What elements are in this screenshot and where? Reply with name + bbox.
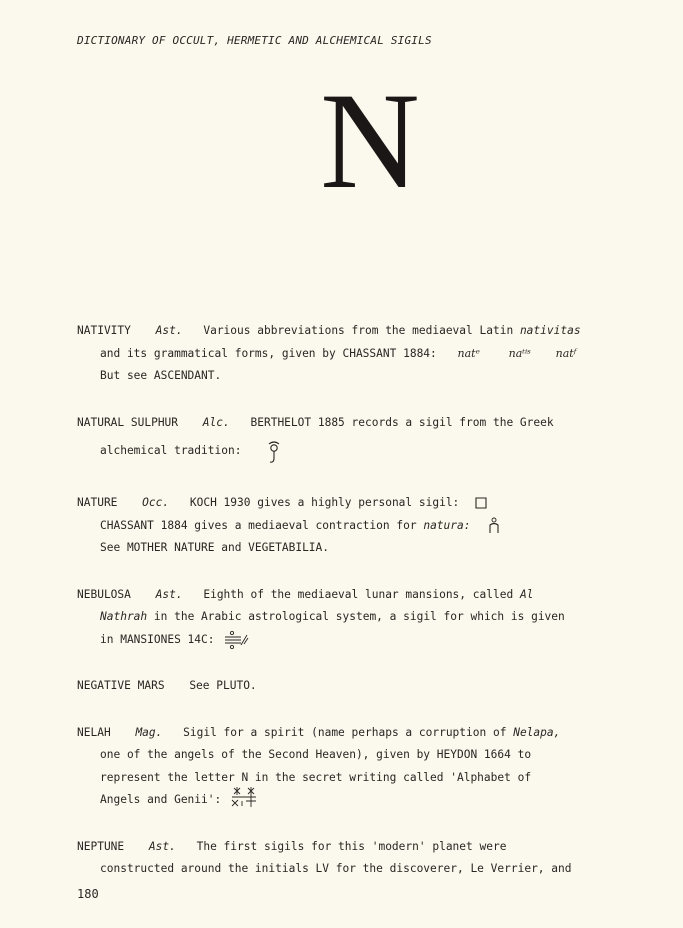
- entry-tag: Occ.: [142, 496, 170, 509]
- entry-text: Angels and Genii':: [100, 793, 222, 806]
- entry-text: But see ASCENDANT.: [100, 369, 222, 382]
- entry-head: NEBULOSA: [77, 587, 131, 601]
- entry-head: NEPTUNE: [77, 839, 125, 853]
- entries-list: [77, 320, 647, 905]
- entry-text: constructed around the initials LV for the discoverer, Le Verrier, and: [100, 862, 572, 875]
- sigil-nativity-3: natᶠ: [555, 346, 577, 360]
- entry-text: BERTHELOT 1885 records a sigil from the Greek: [250, 415, 554, 429]
- entry-text: one of the angels of the Second Heaven), given by HEYDON 1664 to: [100, 748, 532, 761]
- entry-tag: Ast.: [148, 839, 176, 853]
- entry-text: represent the letter N in the secret writing called 'Alphabet of: [100, 770, 532, 784]
- entry-text-italic: Al: [519, 587, 534, 601]
- entry-nebulosa: [77, 584, 647, 652]
- entry-text-italic: natura:: [423, 518, 471, 532]
- entry-text: and its grammatical forms, given by CHASSANT 1884:: [100, 346, 437, 360]
- angelic-letter-sigil-icon: [230, 786, 258, 808]
- entry-text: See MOTHER NATURE and VEGETABILIA.: [100, 541, 330, 554]
- entry-head: NELAH: [77, 725, 111, 739]
- entry-text: in MANSIONES 14C:: [100, 632, 215, 646]
- entry-nativity: [77, 320, 647, 388]
- sulphur-sigil-icon: [264, 440, 284, 468]
- entry-text: KOCH 1930 gives a highly personal sigil:: [189, 496, 460, 509]
- lunar-mansion-sigil-icon: [223, 630, 249, 650]
- entry-text-italic: Nelapa,: [513, 725, 561, 739]
- page-number: 180: [77, 887, 99, 901]
- entry-text-italic: nativitas: [519, 324, 581, 337]
- square-sigil-icon: [474, 496, 488, 510]
- entry-text: alchemical tradition:: [100, 444, 242, 457]
- entry-head: NATIVITY: [77, 324, 131, 337]
- entry-text: Various abbreviations from the mediaeval Latin: [203, 324, 514, 337]
- entry-head: NEGATIVE MARS: [77, 679, 165, 692]
- entry-tag: Mag.: [135, 725, 163, 739]
- entry-tag: Alc.: [202, 415, 230, 429]
- entry-nature: [77, 492, 647, 560]
- entry-text: CHASSANT 1884 gives a mediaeval contraction for: [100, 518, 417, 532]
- entry-text: The first sigils for this 'modern' planet were: [196, 839, 507, 853]
- entry-tag: Ast.: [155, 587, 183, 601]
- natura-contraction-icon: [487, 517, 501, 535]
- entry-neptune: [77, 836, 647, 881]
- sigil-nativity-2: naᵗⁱˢ: [508, 346, 531, 360]
- section-letter: N: [320, 64, 420, 217]
- entry-text: in the Arabic astrological system, a sigil for which is given: [153, 610, 565, 623]
- entry-head: NATURE: [77, 496, 118, 509]
- entry-natural-sulphur: [77, 412, 647, 469]
- sigil-nativity-1: natᵉ: [457, 346, 480, 360]
- entry-tag: Ast.: [155, 324, 183, 337]
- entry-head: NATURAL SULPHUR: [77, 415, 179, 429]
- running-head-title: DICTIONARY OF OCCULT, HERMETIC AND ALCHEMICAL SIGILS: [77, 34, 432, 47]
- entry-nelah: [77, 722, 647, 812]
- entry-text: Eighth of the mediaeval lunar mansions, called: [203, 587, 514, 601]
- entry-text: See PLUTO.: [189, 679, 257, 692]
- entry-text: Sigil for a spirit (name perhaps a corruption of: [183, 725, 507, 739]
- entry-negative-mars: [77, 675, 647, 698]
- entry-text-italic: Nathrah: [100, 610, 148, 623]
